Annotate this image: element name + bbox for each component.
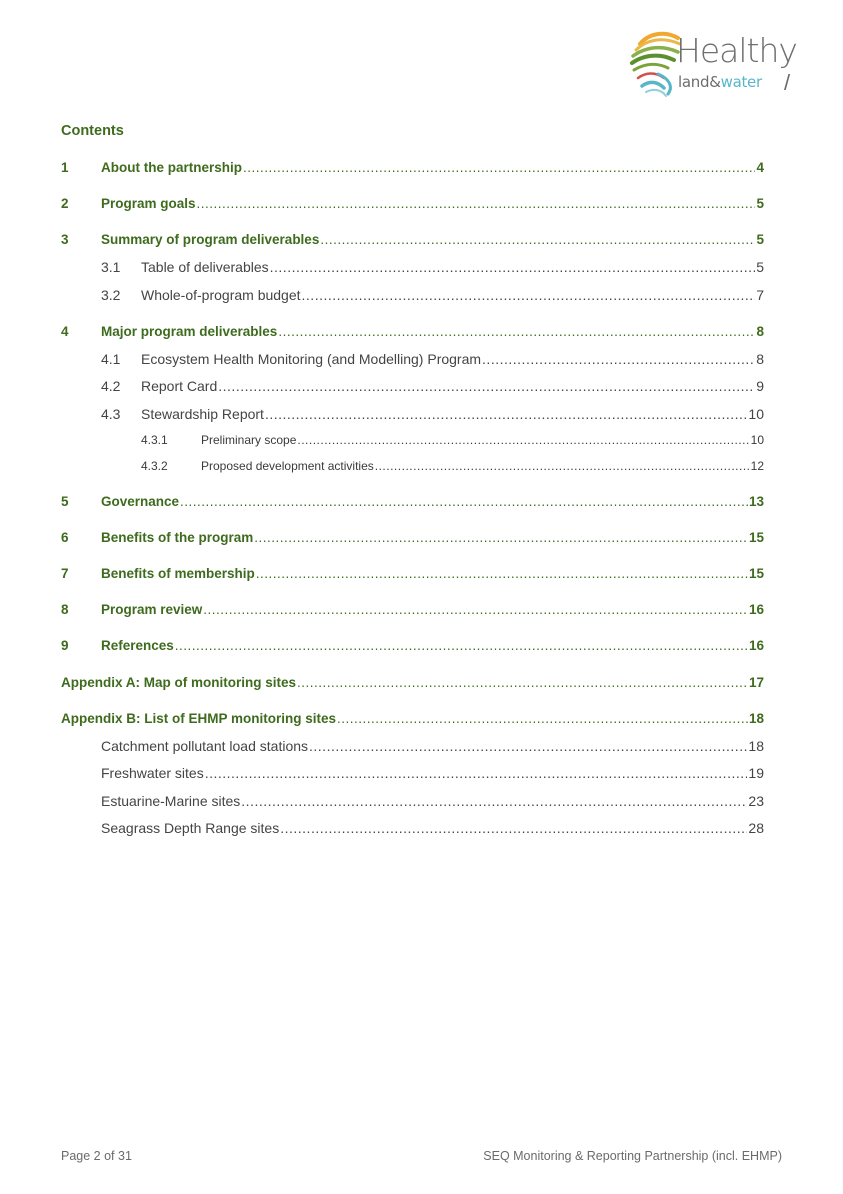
toc-entry[interactable]: 4.2 Report Card ..... 9 — [101, 377, 764, 395]
logo-word-land-water: land&water — [678, 73, 762, 91]
toc-entry-appendix-a[interactable]: Appendix A: Map of monitoring sites ..... 17 — [61, 674, 764, 692]
toc-entry[interactable]: Seagrass Depth Range sites ..... 28 — [101, 819, 764, 837]
toc-entry[interactable]: 4 Major program deliverables ..... 8 — [61, 323, 764, 341]
logo-word-healthy: Healthy — [676, 31, 797, 70]
footer-page-number: Page 2 of 31 — [61, 1149, 132, 1163]
toc-entry[interactable]: 7 Benefits of membership ..... 15 — [61, 565, 764, 583]
toc-entry[interactable]: Estuarine-Marine sites ..... 23 — [101, 792, 764, 810]
toc-entry[interactable]: 3.2 Whole-of-program budget ..... 7 — [101, 286, 764, 304]
toc-entry[interactable]: 4.3.1 Preliminary scope ..... 10 — [141, 431, 764, 449]
toc-entry[interactable]: 4.3 Stewardship Report ..... 10 — [101, 405, 764, 423]
toc-entry[interactable]: Catchment pollutant load stations ..... 18 — [101, 737, 764, 755]
toc-entry[interactable]: 1 About the partnership ..... 4 — [61, 159, 764, 177]
toc-entry[interactable]: 6 Benefits of the program ..... 15 — [61, 529, 764, 547]
toc-entry[interactable]: 5 Governance ..... 13 — [61, 493, 764, 511]
toc-entry-appendix-b[interactable]: Appendix B: List of EHMP monitoring sites ..... 18 — [61, 710, 764, 728]
footer-document-title: SEQ Monitoring & Reporting Partnership (incl. EHMP) — [483, 1149, 782, 1163]
toc-entry[interactable]: 8 Program review ..... 16 — [61, 601, 764, 619]
toc-entry[interactable]: 4.1 Ecosystem Health Monitoring (and Modelling) Program ..... 8 — [101, 350, 764, 368]
contents-heading: Contents — [61, 123, 124, 139]
logo-slash: / — [784, 70, 791, 95]
toc-entry[interactable]: 4.3.2 Proposed development activities ..... 12 — [141, 457, 764, 475]
toc-entry[interactable]: 3 Summary of program deliverables ..... 5 — [61, 231, 764, 249]
toc-entry[interactable]: Freshwater sites ..... 19 — [101, 764, 764, 782]
healthy-land-water-logo — [628, 28, 804, 98]
toc-entry[interactable]: 9 References ..... 16 — [61, 637, 764, 655]
toc-entry[interactable]: 3.1 Table of deliverables ..... 5 — [101, 258, 764, 276]
toc-entry[interactable]: 2 Program goals ..... 5 — [61, 195, 764, 213]
